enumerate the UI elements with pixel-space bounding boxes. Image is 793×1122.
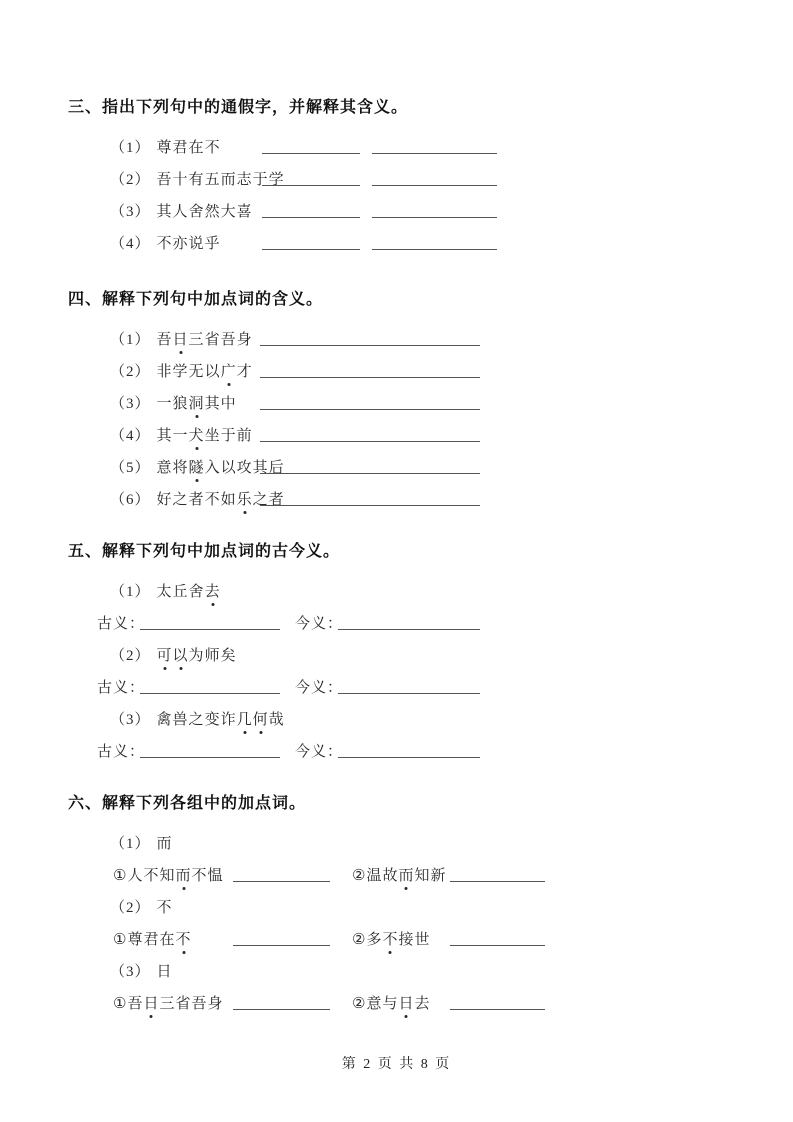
char: 于 <box>252 172 269 188</box>
item-text <box>157 364 253 380</box>
item-text <box>127 932 191 948</box>
char: 有 <box>188 172 205 188</box>
item-text <box>157 648 237 664</box>
modern-meaning-label: 今义： <box>295 616 344 632</box>
page-number: 第 2 页 共 8 页 <box>341 1057 452 1072</box>
ancient-meaning-label: 古义： <box>97 680 146 696</box>
char: 一 <box>156 396 173 412</box>
char: 丘 <box>172 584 189 600</box>
group-label-row <box>0 892 793 924</box>
circled-number: ② <box>352 932 367 948</box>
section-heading: 三、指出下列句中的通假字，并解释其含义。 <box>68 99 409 116</box>
char: 不 <box>191 868 208 884</box>
char: 后 <box>268 460 285 476</box>
char: 大 <box>220 204 237 220</box>
char: 者 <box>188 492 205 508</box>
answer-blank <box>372 200 497 218</box>
question-row <box>0 704 793 736</box>
answer-blank <box>262 168 360 186</box>
char: 去 <box>414 996 431 1012</box>
item-text <box>157 428 253 444</box>
answer-blank <box>450 928 545 946</box>
section-items <box>0 324 793 516</box>
char: 其 <box>252 460 269 476</box>
section-jiadianci-meaning <box>0 288 793 516</box>
char: 知 <box>414 868 431 884</box>
circled-number: ① <box>113 996 128 1012</box>
modern-meaning-label: 今义： <box>295 680 344 696</box>
question-label <box>110 484 285 516</box>
section-heading: 四、解释下列句中加点词的含义。 <box>68 291 324 308</box>
char: 知 <box>159 868 176 884</box>
char: 世 <box>414 932 431 948</box>
char: 哉 <box>268 712 285 728</box>
question-label <box>110 196 253 228</box>
question-label <box>110 704 285 736</box>
char: 温 <box>366 868 383 884</box>
item-text <box>157 140 221 156</box>
group-word: 不 <box>156 900 173 916</box>
char: 以 <box>173 640 189 672</box>
item-text <box>366 932 430 948</box>
char: 好 <box>156 492 173 508</box>
char: 洞 <box>189 388 205 420</box>
char: 诈 <box>220 712 237 728</box>
answer-blank <box>260 328 480 346</box>
question-row <box>0 640 793 672</box>
answer-blank <box>372 136 497 154</box>
char: 隧 <box>189 452 205 484</box>
sub-item <box>352 924 431 956</box>
question-row <box>0 452 793 484</box>
char: 变 <box>204 712 221 728</box>
item-number: （2） <box>110 172 151 188</box>
char: 君 <box>172 140 189 156</box>
question-label <box>110 356 253 388</box>
char: 日 <box>173 324 189 356</box>
char: 愠 <box>207 868 224 884</box>
question-row <box>0 132 793 164</box>
answer-blank <box>260 392 480 410</box>
answer-blank <box>140 676 280 694</box>
group-word: 而 <box>156 836 173 852</box>
char: 五 <box>204 172 221 188</box>
question-row <box>0 228 793 260</box>
char: 与 <box>382 996 399 1012</box>
char: 狼 <box>172 396 189 412</box>
char: 以 <box>220 460 237 476</box>
item-text <box>157 712 285 728</box>
group-pair-row <box>0 860 793 892</box>
char: 前 <box>236 428 253 444</box>
question-label <box>110 420 253 452</box>
section-heading: 五、解释下列句中加点词的古今义。 <box>68 543 341 560</box>
answer-blank <box>450 992 545 1010</box>
char: 广 <box>221 356 237 388</box>
gu-jin-row <box>0 672 793 704</box>
section-items <box>0 132 793 260</box>
section-heading: 六、解释下列各组中的加点词。 <box>68 795 307 812</box>
char: 学 <box>172 364 189 380</box>
char: 不 <box>204 140 221 156</box>
char: 舍 <box>188 584 205 600</box>
item-number: （3） <box>110 964 151 980</box>
char: 接 <box>398 932 415 948</box>
char: 新 <box>430 868 447 884</box>
item-text <box>127 868 223 884</box>
group-label <box>110 892 173 924</box>
char: 不 <box>204 492 221 508</box>
answer-blank <box>338 612 480 630</box>
char: 说 <box>188 236 205 252</box>
answer-blank <box>260 360 480 378</box>
group-pair-row <box>0 988 793 1020</box>
char: 吾 <box>156 172 173 188</box>
answer-blank <box>262 232 360 250</box>
char: 犬 <box>189 420 205 452</box>
char: 尊 <box>127 932 144 948</box>
group-label-row <box>0 828 793 860</box>
char: 一 <box>172 428 189 444</box>
char: 坐 <box>204 428 221 444</box>
char: 何 <box>253 704 269 736</box>
answer-blank <box>372 168 497 186</box>
modern-meaning-label: 今义： <box>295 744 344 760</box>
answer-blank <box>233 928 330 946</box>
item-number: （6） <box>110 492 151 508</box>
char: 者 <box>268 492 285 508</box>
char: 非 <box>156 364 173 380</box>
item-number: （5） <box>110 460 151 476</box>
gu-jin-row <box>0 608 793 640</box>
item-text <box>157 204 253 220</box>
char: 太 <box>156 584 173 600</box>
item-number: （4） <box>110 428 151 444</box>
item-number: （1） <box>110 584 151 600</box>
char: 省 <box>204 332 221 348</box>
answer-blank <box>372 232 497 250</box>
char: 不 <box>156 236 173 252</box>
item-text <box>157 584 221 600</box>
char: 日 <box>143 988 159 1020</box>
char: 其 <box>156 428 173 444</box>
char: 为 <box>188 648 205 664</box>
char: 去 <box>205 576 221 608</box>
char: 才 <box>236 364 253 380</box>
char: 中 <box>220 396 237 412</box>
group-label-row <box>0 956 793 988</box>
question-row <box>0 420 793 452</box>
sub-item <box>113 988 224 1020</box>
question-row <box>0 484 793 516</box>
answer-blank <box>338 740 480 758</box>
question-row <box>0 196 793 228</box>
char: 之 <box>252 492 269 508</box>
char: 三 <box>188 332 205 348</box>
question-label <box>110 228 221 260</box>
char: 吾 <box>220 332 237 348</box>
char: 之 <box>188 712 205 728</box>
char: 日 <box>398 988 414 1020</box>
item-text <box>157 332 253 348</box>
char: 意 <box>366 996 383 1012</box>
char: 吾 <box>191 996 208 1012</box>
question-label <box>110 388 237 420</box>
ancient-meaning-label: 古义： <box>97 616 146 632</box>
char: 尊 <box>156 140 173 156</box>
char: 省 <box>175 996 192 1012</box>
question-label <box>110 640 237 672</box>
group-label <box>110 956 173 988</box>
char: 舍 <box>188 204 205 220</box>
char: 然 <box>204 204 221 220</box>
question-row <box>0 324 793 356</box>
char: 之 <box>172 492 189 508</box>
answer-blank <box>262 200 360 218</box>
gu-jin-row <box>0 736 793 768</box>
char: 将 <box>172 460 189 476</box>
question-label <box>110 576 221 608</box>
char: 三 <box>159 996 176 1012</box>
item-number: （2） <box>110 648 151 664</box>
char: 喜 <box>236 204 253 220</box>
char: 师 <box>204 648 221 664</box>
char: 如 <box>220 492 237 508</box>
char: 而 <box>220 172 237 188</box>
circled-number: ① <box>113 932 128 948</box>
char: 在 <box>159 932 176 948</box>
item-number: （2） <box>110 900 151 916</box>
char: 而 <box>176 860 192 892</box>
page-footer <box>0 1055 793 1075</box>
item-number: （1） <box>110 332 151 348</box>
item-number: （1） <box>110 836 151 852</box>
item-number: （3） <box>110 204 151 220</box>
char: 吾 <box>156 332 173 348</box>
answer-blank <box>338 676 480 694</box>
char: 学 <box>268 172 285 188</box>
char: 攻 <box>236 460 253 476</box>
circled-number: ② <box>352 868 367 884</box>
question-label <box>110 164 285 196</box>
char: 意 <box>156 460 173 476</box>
char: 以 <box>204 364 221 380</box>
sub-item <box>113 924 192 956</box>
section-items <box>0 828 793 1020</box>
item-number: （2） <box>110 364 151 380</box>
answer-blank <box>262 136 360 154</box>
char: 不 <box>382 924 398 956</box>
char: 故 <box>382 868 399 884</box>
question-label <box>110 452 285 484</box>
char: 十 <box>172 172 189 188</box>
char: 多 <box>366 932 383 948</box>
item-number: （1） <box>110 140 151 156</box>
answer-blank <box>260 456 480 474</box>
item-number: （4） <box>110 236 151 252</box>
section-tongjiazi <box>0 96 793 260</box>
char: 亦 <box>172 236 189 252</box>
item-text <box>157 236 221 252</box>
circled-number: ① <box>113 868 128 884</box>
sub-item <box>113 860 224 892</box>
question-label <box>110 132 221 164</box>
char: 无 <box>188 364 205 380</box>
char: 在 <box>188 140 205 156</box>
char: 身 <box>207 996 224 1012</box>
item-text <box>157 396 237 412</box>
group-pair-row <box>0 924 793 956</box>
char: 吾 <box>127 996 144 1012</box>
question-row <box>0 388 793 420</box>
sub-item <box>352 860 447 892</box>
section-items <box>0 576 793 768</box>
char: 不 <box>176 924 192 956</box>
char: 人 <box>127 868 144 884</box>
answer-blank <box>233 992 330 1010</box>
char: 而 <box>398 860 414 892</box>
answer-blank <box>140 740 280 758</box>
item-number: （3） <box>110 712 151 728</box>
item-number: （3） <box>110 396 151 412</box>
char: 其 <box>204 396 221 412</box>
item-text <box>127 996 223 1012</box>
section-gujinyi <box>0 540 793 768</box>
char: 兽 <box>172 712 189 728</box>
sub-item <box>352 988 431 1020</box>
answer-blank <box>233 864 330 882</box>
char: 其 <box>156 204 173 220</box>
char: 人 <box>172 204 189 220</box>
question-row <box>0 164 793 196</box>
char: 不 <box>143 868 160 884</box>
item-text <box>366 868 446 884</box>
answer-blank <box>140 612 280 630</box>
answer-blank <box>450 864 545 882</box>
char: 于 <box>220 428 237 444</box>
char: 禽 <box>156 712 173 728</box>
question-row <box>0 576 793 608</box>
group-label <box>110 828 173 860</box>
char: 乎 <box>204 236 221 252</box>
question-label <box>110 324 253 356</box>
char: 志 <box>236 172 253 188</box>
char: 君 <box>143 932 160 948</box>
char: 乐 <box>237 484 253 516</box>
char: 矣 <box>220 648 237 664</box>
ancient-meaning-label: 古义： <box>97 744 146 760</box>
char: 身 <box>236 332 253 348</box>
answer-blank <box>260 488 480 506</box>
answer-blank <box>260 424 480 442</box>
section-word-groups <box>0 792 793 1020</box>
char: 可 <box>157 640 173 672</box>
char: 入 <box>204 460 221 476</box>
group-word: 日 <box>156 964 173 980</box>
question-row <box>0 356 793 388</box>
item-text <box>366 996 430 1012</box>
circled-number: ② <box>352 996 367 1012</box>
char: 几 <box>237 704 253 736</box>
